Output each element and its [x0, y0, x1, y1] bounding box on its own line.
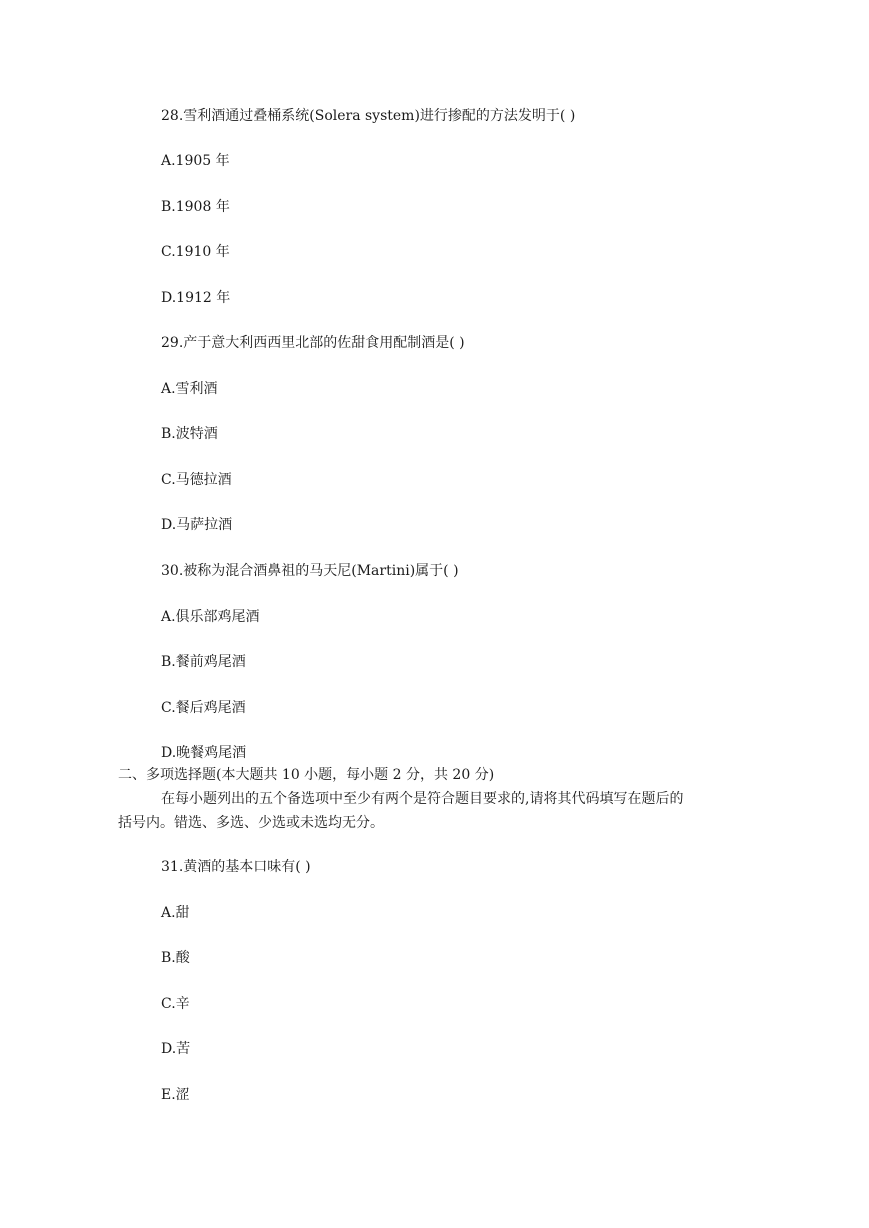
question-29-option-d: D.马萨拉酒: [161, 517, 233, 533]
question-29-option-c: C.马德拉酒: [161, 472, 232, 488]
question-30-stem: 30.被称为混合酒鼻祖的马天尼(Martini)属于( ): [161, 563, 459, 579]
question-28-option-c: C.1910 年: [161, 244, 230, 260]
question-28-option-d: D.1912 年: [161, 290, 231, 306]
question-31-option-d: D.苦: [161, 1041, 191, 1057]
section-2-instruction-line-1: 在每小题列出的五个备选项中至少有两个是符合题目要求的,请将其代码填写在题后的: [161, 791, 684, 807]
question-31-option-c: C.辛: [161, 996, 190, 1012]
section-2-instruction-line-2: 括号内。错选、多选、少选或未选均无分。: [118, 815, 384, 831]
question-29-option-b: B.波特酒: [161, 426, 218, 442]
section-2-title: 二、多项选择题(本大题共 10 小题，每小题 2 分，共 20 分): [118, 767, 495, 783]
question-31-stem: 31.黄酒的基本口味有( ): [161, 859, 311, 875]
question-30-option-c: C.餐后鸡尾酒: [161, 700, 246, 716]
question-29-option-a: A.雪利酒: [161, 381, 218, 397]
question-30-option-a: A.俱乐部鸡尾酒: [161, 609, 260, 625]
question-30-option-d: D.晚餐鸡尾酒: [161, 745, 247, 761]
question-30-option-b: B.餐前鸡尾酒: [161, 654, 246, 670]
question-28-option-a: A.1905 年: [161, 153, 230, 169]
question-31-option-e: E.涩: [161, 1087, 190, 1103]
question-28-stem: 28.雪利酒通过叠桶系统(Solera system)进行掺配的方法发明于( ): [161, 108, 576, 124]
question-29-stem: 29.产于意大利西西里北部的佐甜食用配制酒是( ): [161, 335, 465, 351]
question-31-option-b: B.酸: [161, 950, 190, 966]
question-31-option-a: A.甜: [161, 905, 190, 921]
question-28-option-b: B.1908 年: [161, 199, 230, 215]
